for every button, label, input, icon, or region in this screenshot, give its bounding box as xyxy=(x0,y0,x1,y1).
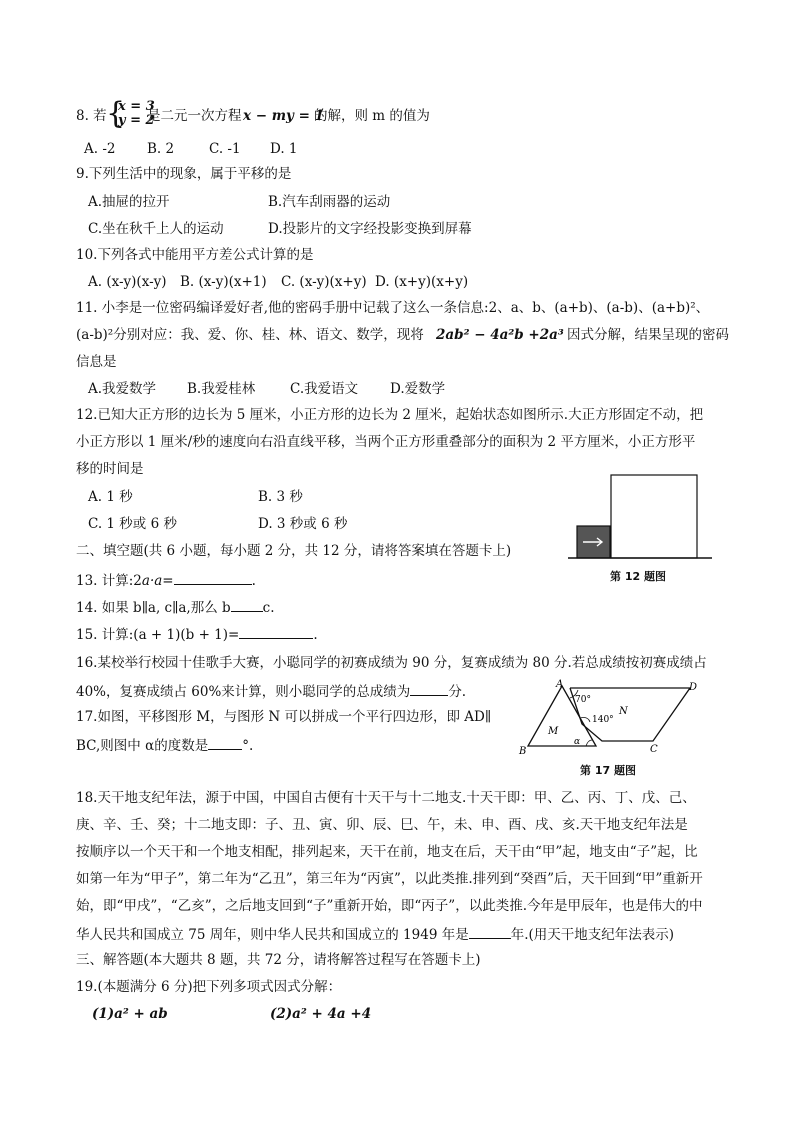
label-n: N xyxy=(619,706,628,717)
q18-line4: 如第一年为“甲子”，第二年为“乙丑”，第三年为“丙寅”，以此类推.排列到“癸酉”后，天干回到“甲”重新开 xyxy=(76,871,703,887)
q13 xyxy=(76,570,256,590)
label-angle-70: 70° xyxy=(575,695,591,705)
q18-line6b: 年.(用天干地支纪年法表示) xyxy=(510,927,675,943)
q18-line1: 18.天干地支纪年法，源于中国，中国自古便有十天干与十二地支.十天干即：甲、乙、丙、丁、戊、己、 xyxy=(76,790,696,806)
large-square xyxy=(611,475,697,558)
q11-option-a: A.我爱数学 xyxy=(88,381,157,397)
q8-option-a: A. -2 xyxy=(84,141,116,157)
q8-system-bottom: y = 2 xyxy=(118,113,155,128)
q8-option-d: D. 1 xyxy=(270,141,298,157)
q17-caption: 第 17 题图 xyxy=(580,764,636,777)
q19-stem: 19.(本题满分 6 分)把下列多项式因式分解： xyxy=(76,979,342,995)
label-d: D xyxy=(689,682,698,693)
section-2-heading: 二、填空题(共 6 小题，每小题 2 分，共 12 分，请将答案填在答题卡上) xyxy=(76,543,512,559)
q17-line1: 17.如图，平移图形 M，与图形 N 可以拼成一个平行四边形，即 AD∥ xyxy=(76,709,492,725)
q8-system-top: x = 3 xyxy=(118,99,155,114)
q8-suffix: 的解，则 m 的值为 xyxy=(314,108,430,124)
q17-figure xyxy=(510,676,715,760)
q8-equation: x − my = 1 xyxy=(243,108,324,124)
q9-option-d: D.投影片的文字经投影变换到屏幕 xyxy=(268,221,472,237)
section-3-heading: 三、解答题(本大题共 8 题，共 72 分，请将解答过程写在答题卡上) xyxy=(76,952,481,968)
q14-answer-blank xyxy=(231,597,263,612)
q15-text: 15. 计算:(a + 1)(b + 1)= xyxy=(76,627,240,643)
q15-end: . xyxy=(313,627,318,643)
q19-part1: (1)a² + ab xyxy=(92,1006,168,1022)
label-alpha: α xyxy=(574,737,581,747)
q9-stem: 9.下列生活中的现象，属于平移的是 xyxy=(76,166,292,182)
q18-line3: 按顺序以一个天干和一个地支相配，排列起来，天干在前，地支在后，天干由“甲”起，地支由“子”起，比 xyxy=(76,844,698,860)
q17-line2 xyxy=(76,735,253,755)
q12-caption: 第 12 题图 xyxy=(610,570,666,583)
q16-line1: 16.某校举行校园十佳歌手大赛，小聪同学的初赛成绩为 90 分，复赛成绩为 80 分.若总成绩按初赛成绩占 xyxy=(76,655,707,671)
q8-option-b: B. 2 xyxy=(147,141,175,157)
q14-end: c. xyxy=(262,600,275,616)
q8-mid: 是二元一次方程 xyxy=(147,108,242,124)
q8-option-c: C. -1 xyxy=(209,141,241,157)
q13-expr: a·a xyxy=(141,573,163,589)
q11-line3: 信息是 xyxy=(76,354,117,370)
q16-line2 xyxy=(76,681,466,701)
q12-line1: 12.已知大正方形的边长为 5 厘米，小正方形的边长为 2 厘米，起始状态如图所示.大正方形固定不动，把 xyxy=(76,407,704,423)
q14-text: 14. 如果 b∥a, c∥a,那么 b xyxy=(76,600,231,616)
q11-option-d: D.爱数学 xyxy=(390,381,446,397)
q19-part2: (2)a² + 4a +4 xyxy=(270,1006,372,1022)
q9-option-c: C.坐在秋千上人的运动 xyxy=(88,221,224,237)
q11-expression: 2ab² − 4a²b +2a³ xyxy=(436,327,564,343)
q9-option-a: A.抽屉的拉开 xyxy=(88,194,170,210)
q17-end: °. xyxy=(242,738,254,754)
q14 xyxy=(76,597,275,617)
q13-prefix: 13. 计算:2 xyxy=(76,573,142,589)
q10-option-b: B. (x-y)(x+1) xyxy=(180,274,267,290)
q12-option-c: C. 1 秒或 6 秒 xyxy=(88,516,177,532)
q18-line6 xyxy=(76,924,674,944)
q11-line1: 11. 小李是一位密码编译爱好者,他的密码手册中记载了这么一条信息:2、a、b、(a+b)、(a-b)、(a+b)²、 xyxy=(76,300,710,316)
label-a: A xyxy=(556,679,564,690)
q11-option-c: C.我爱语文 xyxy=(290,381,359,397)
q18-answer-blank xyxy=(469,924,511,939)
q10-option-c: C. (x-y)(x+y) xyxy=(281,274,367,290)
q15 xyxy=(76,624,318,644)
q13-suffix: = xyxy=(162,573,174,589)
q18-line5: 始，即“甲戌”，“乙亥”，之后地支回到“子”重新开始，即“丙子”，以此类推.今年是甲辰年，也是伟大的中 xyxy=(76,898,703,914)
q10-option-a: A. (x-y)(x-y) xyxy=(88,274,167,290)
q8-brace: { xyxy=(106,96,126,131)
q11-option-b: B.我爱桂林 xyxy=(187,381,256,397)
q10-option-d: D. (x+y)(x+y) xyxy=(375,274,469,290)
q12-line2: 小正方形以 1 厘米/秒的速度向右沿直线平移，当两个正方形重叠部分的面积为 2 平方厘米，小正方形平 xyxy=(76,434,696,450)
q12-option-b: B. 3 秒 xyxy=(258,489,303,505)
q16-line2-text: 40%，复赛成绩占 60%来计算，则小聪同学的总成绩为 xyxy=(76,684,411,700)
q12-option-a: A. 1 秒 xyxy=(88,489,133,505)
q18-line2: 庚、辛、壬、癸；十二地支即：子、丑、寅、卯、辰、巳、午，未、申、酉、戌、亥.天干地支纪年法是 xyxy=(76,817,688,833)
q16-end: 分. xyxy=(448,684,467,700)
q8-prefix: 8. 若 xyxy=(76,108,107,124)
q12-option-d: D. 3 秒或 6 秒 xyxy=(258,516,348,532)
label-b: B xyxy=(519,746,527,757)
q10-stem: 10.下列各式中能用平方差公式计算的是 xyxy=(76,247,314,263)
q13-end: . xyxy=(251,573,256,589)
q15-answer-blank xyxy=(239,624,313,639)
q12-line3: 移的时间是 xyxy=(76,461,144,477)
q9-option-b: B.汽车刮雨器的运动 xyxy=(268,194,391,210)
q13-answer-blank xyxy=(174,570,252,585)
label-m: M xyxy=(548,726,559,737)
q17-answer-blank xyxy=(208,735,242,750)
q18-line6a: 华人民共和国成立 75 周年，则中华人民共和国成立的 1949 年是 xyxy=(76,927,469,943)
q17-line2-text: BC,则图中 α的度数是 xyxy=(76,738,209,754)
q11-line2b: 因式分解，结果呈现的密码 xyxy=(567,327,729,343)
q11-line2a: (a-b)²分别对应：我、爱、你、桂、林、语文、数学，现将 xyxy=(76,327,424,343)
label-c: C xyxy=(650,744,658,755)
label-angle-140: 140° xyxy=(592,715,614,725)
q12-figure xyxy=(560,470,720,562)
q16-answer-blank xyxy=(410,681,448,696)
